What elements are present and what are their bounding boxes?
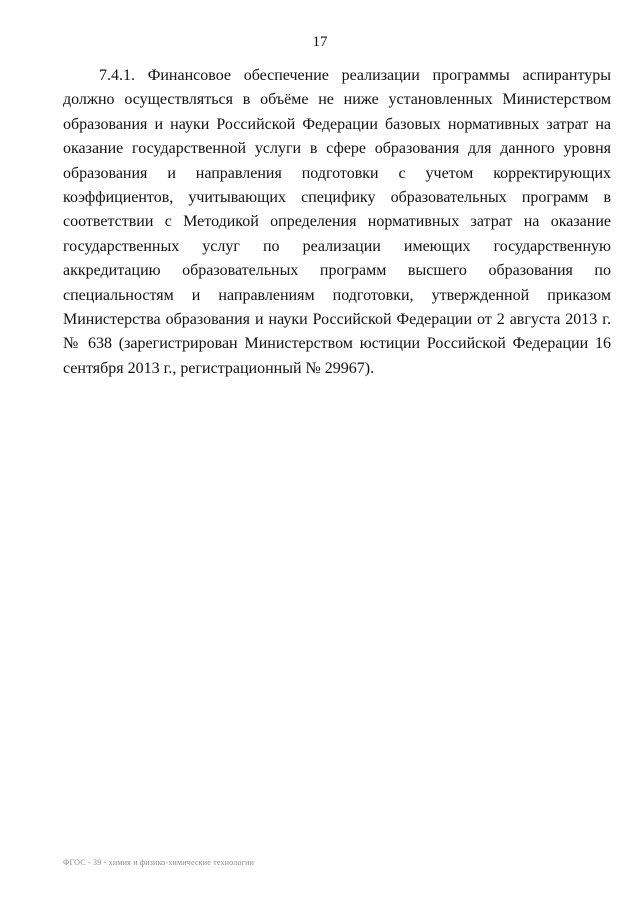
body-paragraph: 7.4.1. Финансовое обеспечение реализации программы аспирантуры должно осуществляться в объёме не ниже установленных Министерством образования и науки Российской Федерации базовых нормативных затрат на оказание государственной услуги в сфере образования для данного уровня образования и направления подготовки с учетом корректирующих коэффициентов, учитывающих специфику образовательных программ в соответствии с Методикой определения нормативных затрат на оказание государственных услуг по реализации имеющих государственную аккредитацию образовательных программ высшего образования по специальностям и направлениям подготовки, утвержденной приказом Министерства образования и науки Российской Федерации от 2 августа 2013 г. № 638 (зарегистрирован Министерством юстиции Российской Федерации 16 сентября 2013 г., регистрационный № 29967). — [63, 67, 611, 377]
page-number: 17 — [312, 34, 328, 50]
footer-note: ФГОС - 39 - химия и физико-химические технологии — [63, 858, 255, 867]
